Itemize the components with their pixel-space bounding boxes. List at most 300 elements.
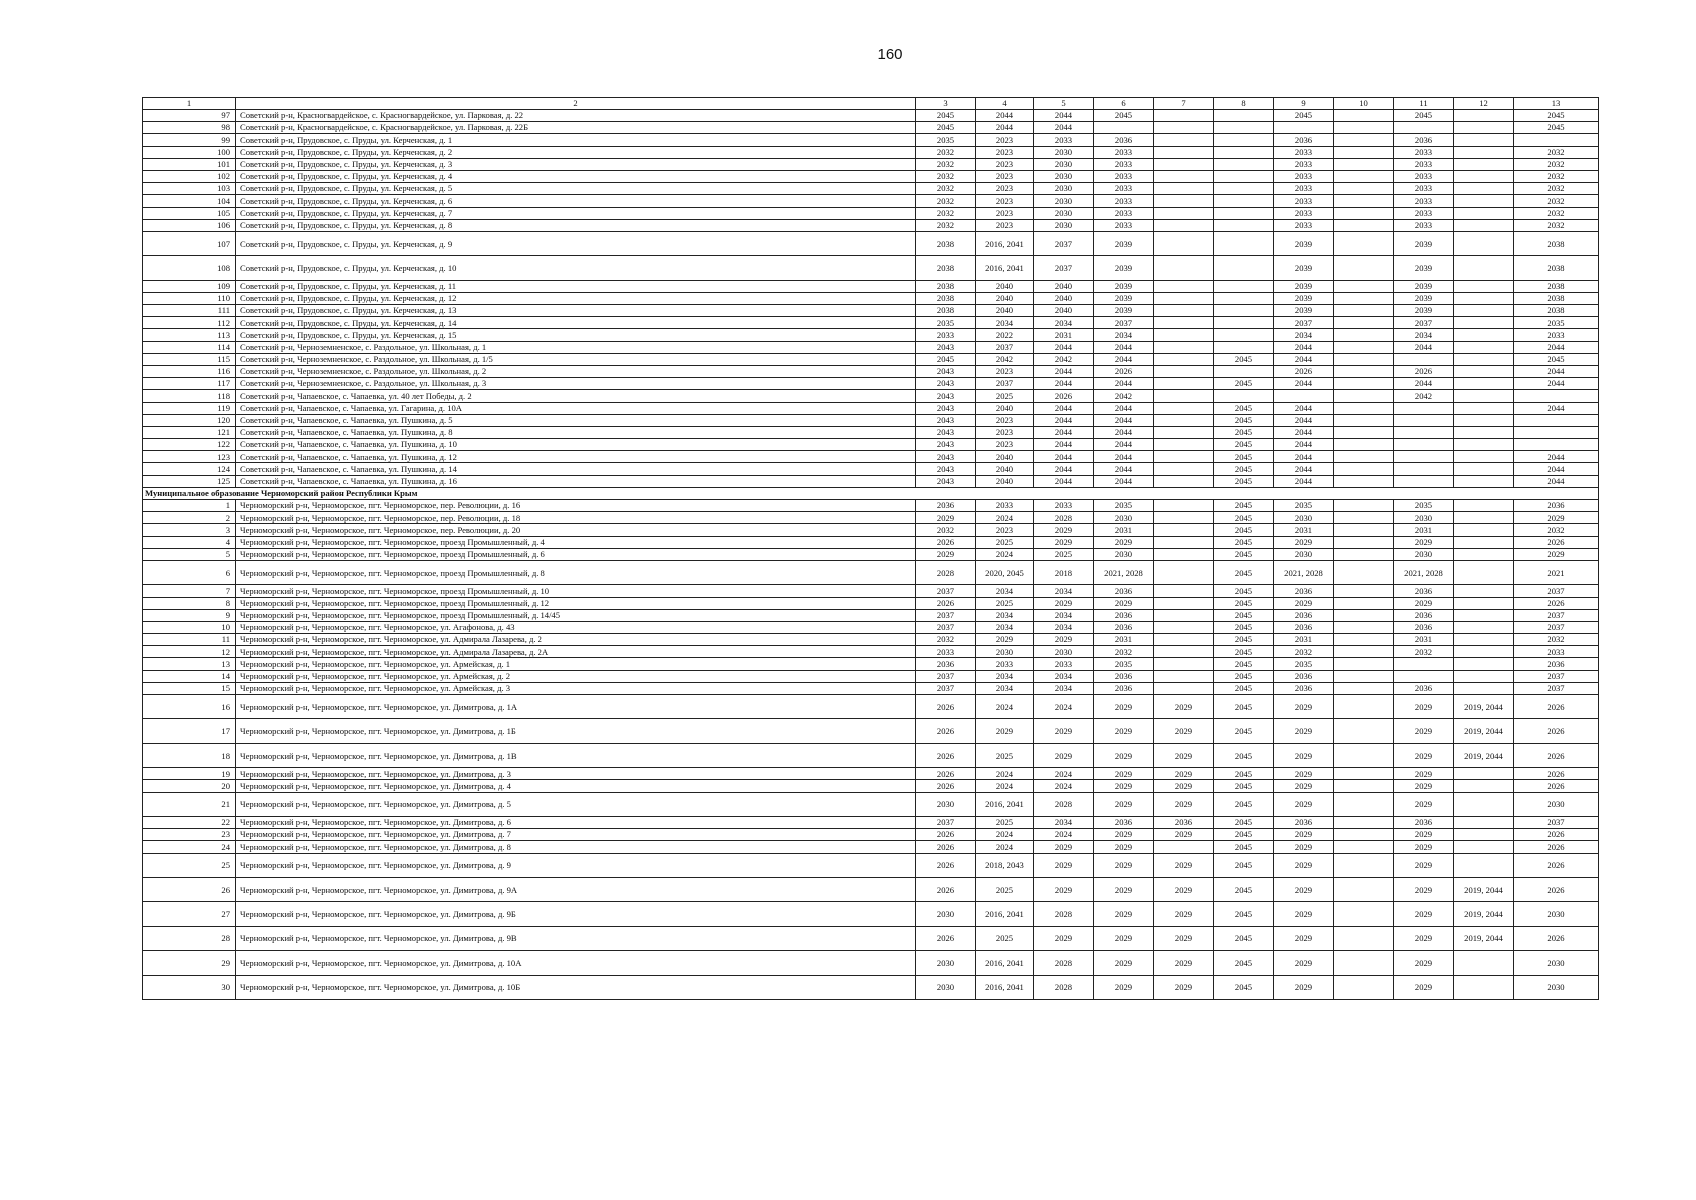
year-cell-10 bbox=[1334, 634, 1394, 646]
year-cell-10 bbox=[1334, 353, 1394, 365]
table-row bbox=[143, 451, 1599, 463]
year-cell-3: 2037 bbox=[916, 621, 976, 633]
row-number: 26 bbox=[143, 877, 236, 901]
year-cell-8: 2045 bbox=[1214, 829, 1274, 841]
row-number: 6 bbox=[143, 560, 236, 584]
year-cell-11 bbox=[1394, 426, 1454, 438]
year-cell-6: 2031 bbox=[1094, 634, 1154, 646]
year-cell-8: 2045 bbox=[1214, 402, 1274, 414]
year-cell-10 bbox=[1334, 414, 1394, 426]
year-cell-9: 2029 bbox=[1274, 536, 1334, 548]
year-cell-7 bbox=[1154, 585, 1214, 597]
year-cell-3: 2045 bbox=[916, 122, 976, 134]
year-cell-7 bbox=[1154, 426, 1214, 438]
year-cell-8: 2045 bbox=[1214, 512, 1274, 524]
row-number: 113 bbox=[143, 329, 236, 341]
row-number: 122 bbox=[143, 439, 236, 451]
year-cell-5: 2024 bbox=[1034, 768, 1094, 780]
table-row bbox=[143, 195, 1599, 207]
year-cell-10 bbox=[1334, 719, 1394, 743]
year-cell-11: 2031 bbox=[1394, 634, 1454, 646]
year-cell-9: 2029 bbox=[1274, 743, 1334, 767]
year-cell-6: 2036 bbox=[1094, 621, 1154, 633]
year-cell-13: 2026 bbox=[1514, 743, 1599, 767]
year-cell-10 bbox=[1334, 877, 1394, 901]
year-cell-3: 2043 bbox=[916, 402, 976, 414]
table-row bbox=[143, 122, 1599, 134]
year-cell-11: 2042 bbox=[1394, 390, 1454, 402]
year-cell-10 bbox=[1334, 536, 1394, 548]
year-cell-8: 2045 bbox=[1214, 609, 1274, 621]
year-cell-5: 2034 bbox=[1034, 816, 1094, 828]
year-cell-5: 2040 bbox=[1034, 305, 1094, 317]
year-cell-12: 2019, 2044 bbox=[1454, 926, 1514, 950]
year-cell-9: 2021, 2028 bbox=[1274, 560, 1334, 584]
year-cell-12 bbox=[1454, 402, 1514, 414]
year-cell-8: 2045 bbox=[1214, 743, 1274, 767]
year-cell-12 bbox=[1454, 560, 1514, 584]
table-row bbox=[143, 658, 1599, 670]
address-cell: Черноморский р-н, Черноморское, пгт. Черноморское, ул. Димитрова, д. 3 bbox=[236, 768, 916, 780]
year-cell-13: 2032 bbox=[1514, 195, 1599, 207]
year-cell-9: 2036 bbox=[1274, 134, 1334, 146]
year-cell-11: 2029 bbox=[1394, 975, 1454, 999]
year-cell-4: 2040 bbox=[976, 305, 1034, 317]
year-cell-3: 2029 bbox=[916, 548, 976, 560]
row-number: 30 bbox=[143, 975, 236, 999]
year-cell-13 bbox=[1514, 439, 1599, 451]
year-cell-10 bbox=[1334, 853, 1394, 877]
year-cell-5: 2037 bbox=[1034, 256, 1094, 280]
column-header: 7 bbox=[1154, 98, 1214, 110]
year-cell-7: 2029 bbox=[1154, 780, 1214, 792]
year-cell-11: 2036 bbox=[1394, 609, 1454, 621]
year-cell-4: 2016, 2041 bbox=[976, 951, 1034, 975]
year-cell-10 bbox=[1334, 682, 1394, 694]
table-row bbox=[143, 609, 1599, 621]
year-cell-8 bbox=[1214, 219, 1274, 231]
year-cell-9: 2029 bbox=[1274, 695, 1334, 719]
table-row bbox=[143, 829, 1599, 841]
year-cell-5: 2044 bbox=[1034, 414, 1094, 426]
year-cell-8: 2045 bbox=[1214, 536, 1274, 548]
year-cell-5: 2028 bbox=[1034, 512, 1094, 524]
year-cell-3: 2030 bbox=[916, 951, 976, 975]
year-cell-11: 2029 bbox=[1394, 902, 1454, 926]
row-number: 15 bbox=[143, 682, 236, 694]
year-cell-13: 2033 bbox=[1514, 329, 1599, 341]
year-cell-11: 2035 bbox=[1394, 500, 1454, 512]
year-cell-4: 2024 bbox=[976, 768, 1034, 780]
year-cell-13: 2036 bbox=[1514, 500, 1599, 512]
year-cell-12 bbox=[1454, 768, 1514, 780]
table-row bbox=[143, 402, 1599, 414]
year-cell-7 bbox=[1154, 353, 1214, 365]
year-cell-3: 2029 bbox=[916, 512, 976, 524]
year-cell-4: 2023 bbox=[976, 219, 1034, 231]
table-row bbox=[143, 475, 1599, 487]
year-cell-3: 2045 bbox=[916, 353, 976, 365]
table-row bbox=[143, 463, 1599, 475]
year-cell-3: 2032 bbox=[916, 634, 976, 646]
row-number: 14 bbox=[143, 670, 236, 682]
year-cell-11: 2029 bbox=[1394, 768, 1454, 780]
address-cell: Черноморский р-н, Черноморское, пгт. Черноморское, ул. Димитрова, д. 9Б bbox=[236, 902, 916, 926]
column-header: 8 bbox=[1214, 98, 1274, 110]
year-cell-6: 2033 bbox=[1094, 207, 1154, 219]
year-cell-12 bbox=[1454, 609, 1514, 621]
year-cell-6: 2029 bbox=[1094, 877, 1154, 901]
year-cell-4: 2016, 2041 bbox=[976, 902, 1034, 926]
year-cell-7 bbox=[1154, 621, 1214, 633]
row-number: 2 bbox=[143, 512, 236, 524]
table-row bbox=[143, 219, 1599, 231]
year-cell-13: 2044 bbox=[1514, 378, 1599, 390]
year-cell-13: 2044 bbox=[1514, 475, 1599, 487]
year-cell-4: 2016, 2041 bbox=[976, 256, 1034, 280]
address-cell: Черноморский р-н, Черноморское, пгт. Черноморское, ул. Димитрова, д. 6 bbox=[236, 816, 916, 828]
year-cell-5: 2033 bbox=[1034, 658, 1094, 670]
year-cell-4: 2024 bbox=[976, 780, 1034, 792]
year-cell-3: 2043 bbox=[916, 414, 976, 426]
year-cell-3: 2038 bbox=[916, 305, 976, 317]
year-cell-12 bbox=[1454, 585, 1514, 597]
year-cell-13: 2032 bbox=[1514, 158, 1599, 170]
year-cell-7 bbox=[1154, 122, 1214, 134]
year-cell-11: 2036 bbox=[1394, 682, 1454, 694]
year-cell-6: 2021, 2028 bbox=[1094, 560, 1154, 584]
table-row bbox=[143, 158, 1599, 170]
year-cell-9: 2026 bbox=[1274, 365, 1334, 377]
year-cell-8: 2045 bbox=[1214, 792, 1274, 816]
row-number: 100 bbox=[143, 146, 236, 158]
year-cell-6: 2029 bbox=[1094, 768, 1154, 780]
year-cell-9: 2033 bbox=[1274, 146, 1334, 158]
year-cell-6: 2039 bbox=[1094, 231, 1154, 255]
year-cell-12 bbox=[1454, 341, 1514, 353]
table-row bbox=[143, 853, 1599, 877]
year-cell-10 bbox=[1334, 743, 1394, 767]
year-cell-7 bbox=[1154, 329, 1214, 341]
year-cell-9: 2044 bbox=[1274, 414, 1334, 426]
year-cell-12 bbox=[1454, 816, 1514, 828]
year-cell-5: 2029 bbox=[1034, 841, 1094, 853]
year-cell-13: 2026 bbox=[1514, 926, 1599, 950]
year-cell-11: 2029 bbox=[1394, 877, 1454, 901]
year-cell-7 bbox=[1154, 560, 1214, 584]
column-header: 13 bbox=[1514, 98, 1599, 110]
year-cell-4: 2025 bbox=[976, 390, 1034, 402]
year-cell-8: 2045 bbox=[1214, 621, 1274, 633]
year-cell-4: 2042 bbox=[976, 353, 1034, 365]
year-cell-6: 2030 bbox=[1094, 548, 1154, 560]
year-cell-13: 2037 bbox=[1514, 621, 1599, 633]
year-cell-5: 2034 bbox=[1034, 682, 1094, 694]
year-cell-12 bbox=[1454, 305, 1514, 317]
year-cell-7: 2036 bbox=[1154, 816, 1214, 828]
year-cell-12: 2019, 2044 bbox=[1454, 902, 1514, 926]
year-cell-9: 2029 bbox=[1274, 877, 1334, 901]
year-cell-11: 2033 bbox=[1394, 170, 1454, 182]
year-cell-12 bbox=[1454, 975, 1514, 999]
address-cell: Советский р-н, Чапаевское, с. Чапаевка, ул. Пушкина, д. 16 bbox=[236, 475, 916, 487]
year-cell-4: 2024 bbox=[976, 548, 1034, 560]
row-number: 8 bbox=[143, 597, 236, 609]
year-cell-8 bbox=[1214, 195, 1274, 207]
year-cell-7 bbox=[1154, 841, 1214, 853]
year-cell-9: 2033 bbox=[1274, 170, 1334, 182]
year-cell-9: 2029 bbox=[1274, 853, 1334, 877]
year-cell-3: 2043 bbox=[916, 365, 976, 377]
column-header-row bbox=[143, 98, 1599, 110]
table-row bbox=[143, 816, 1599, 828]
year-cell-9: 2036 bbox=[1274, 682, 1334, 694]
year-cell-10 bbox=[1334, 524, 1394, 536]
year-cell-3: 2032 bbox=[916, 207, 976, 219]
year-cell-10 bbox=[1334, 841, 1394, 853]
address-cell: Черноморский р-н, Черноморское, пгт. Черноморское, ул. Димитрова, д. 5 bbox=[236, 792, 916, 816]
address-cell: Черноморский р-н, Черноморское, пгт. Черноморское, ул. Агафонова, д. 43 bbox=[236, 621, 916, 633]
year-cell-3: 2033 bbox=[916, 329, 976, 341]
year-cell-7 bbox=[1154, 183, 1214, 195]
year-cell-9: 2045 bbox=[1274, 110, 1334, 122]
year-cell-10 bbox=[1334, 256, 1394, 280]
year-cell-7 bbox=[1154, 158, 1214, 170]
year-cell-11: 2045 bbox=[1394, 110, 1454, 122]
address-cell: Советский р-н, Красногвардейское, с. Красногвардейское, ул. Парковая, д. 22Б bbox=[236, 122, 916, 134]
table-row bbox=[143, 670, 1599, 682]
year-cell-7 bbox=[1154, 256, 1214, 280]
year-cell-10 bbox=[1334, 670, 1394, 682]
row-number: 19 bbox=[143, 768, 236, 780]
year-cell-11: 2033 bbox=[1394, 207, 1454, 219]
address-cell: Советский р-н, Прудовское, с. Пруды, ул. Керченская, д. 13 bbox=[236, 305, 916, 317]
year-cell-4: 2044 bbox=[976, 110, 1034, 122]
year-cell-10 bbox=[1334, 500, 1394, 512]
address-cell: Советский р-н, Прудовское, с. Пруды, ул. Керченская, д. 5 bbox=[236, 183, 916, 195]
year-cell-8: 2045 bbox=[1214, 975, 1274, 999]
year-cell-8: 2045 bbox=[1214, 524, 1274, 536]
year-cell-9: 2036 bbox=[1274, 585, 1334, 597]
column-header: 10 bbox=[1334, 98, 1394, 110]
address-cell: Черноморский р-н, Черноморское, пгт. Черноморское, ул. Димитрова, д. 1В bbox=[236, 743, 916, 767]
year-cell-13: 2045 bbox=[1514, 122, 1599, 134]
row-number: 106 bbox=[143, 219, 236, 231]
table-row bbox=[143, 256, 1599, 280]
year-cell-11: 2029 bbox=[1394, 743, 1454, 767]
table-row bbox=[143, 426, 1599, 438]
year-cell-5: 2024 bbox=[1034, 829, 1094, 841]
row-number: 112 bbox=[143, 317, 236, 329]
row-number: 102 bbox=[143, 170, 236, 182]
year-cell-12 bbox=[1454, 353, 1514, 365]
year-cell-8 bbox=[1214, 134, 1274, 146]
year-cell-8: 2045 bbox=[1214, 500, 1274, 512]
year-cell-8 bbox=[1214, 158, 1274, 170]
year-cell-8 bbox=[1214, 207, 1274, 219]
table-row bbox=[143, 597, 1599, 609]
table-row bbox=[143, 792, 1599, 816]
year-cell-6: 2029 bbox=[1094, 695, 1154, 719]
year-cell-7 bbox=[1154, 378, 1214, 390]
address-cell: Черноморский р-н, Черноморское, пгт. Черноморское, проезд Промышленный, д. 4 bbox=[236, 536, 916, 548]
year-cell-9: 2029 bbox=[1274, 768, 1334, 780]
year-cell-12 bbox=[1454, 292, 1514, 304]
year-cell-12: 2019, 2044 bbox=[1454, 743, 1514, 767]
row-number: 27 bbox=[143, 902, 236, 926]
row-number: 121 bbox=[143, 426, 236, 438]
year-cell-9: 2031 bbox=[1274, 524, 1334, 536]
year-cell-11 bbox=[1394, 670, 1454, 682]
year-cell-4: 2024 bbox=[976, 695, 1034, 719]
year-cell-13: 2038 bbox=[1514, 231, 1599, 255]
year-cell-5: 2040 bbox=[1034, 280, 1094, 292]
year-cell-8: 2045 bbox=[1214, 439, 1274, 451]
year-cell-6: 2044 bbox=[1094, 414, 1154, 426]
year-cell-5: 2034 bbox=[1034, 609, 1094, 621]
year-cell-8: 2045 bbox=[1214, 682, 1274, 694]
year-cell-5: 2028 bbox=[1034, 902, 1094, 926]
year-cell-8 bbox=[1214, 292, 1274, 304]
table-row bbox=[143, 183, 1599, 195]
year-cell-4: 2020, 2045 bbox=[976, 560, 1034, 584]
year-cell-4: 2024 bbox=[976, 829, 1034, 841]
year-cell-6: 2029 bbox=[1094, 926, 1154, 950]
year-cell-11: 2029 bbox=[1394, 780, 1454, 792]
year-cell-11 bbox=[1394, 122, 1454, 134]
year-cell-12 bbox=[1454, 646, 1514, 658]
year-cell-13: 2026 bbox=[1514, 597, 1599, 609]
year-cell-6: 2029 bbox=[1094, 829, 1154, 841]
year-cell-3: 2026 bbox=[916, 877, 976, 901]
column-header: 12 bbox=[1454, 98, 1514, 110]
year-cell-9: 2044 bbox=[1274, 402, 1334, 414]
row-number: 12 bbox=[143, 646, 236, 658]
address-cell: Черноморский р-н, Черноморское, пгт. Черноморское, проезд Промышленный, д. 10 bbox=[236, 585, 916, 597]
year-cell-9: 2044 bbox=[1274, 353, 1334, 365]
year-cell-4: 2023 bbox=[976, 146, 1034, 158]
year-cell-6: 2036 bbox=[1094, 609, 1154, 621]
year-cell-7 bbox=[1154, 341, 1214, 353]
year-cell-3: 2038 bbox=[916, 256, 976, 280]
year-cell-3: 2032 bbox=[916, 170, 976, 182]
year-cell-7: 2029 bbox=[1154, 926, 1214, 950]
year-cell-6: 2034 bbox=[1094, 329, 1154, 341]
year-cell-12 bbox=[1454, 414, 1514, 426]
year-cell-9: 2036 bbox=[1274, 670, 1334, 682]
year-cell-12 bbox=[1454, 158, 1514, 170]
year-cell-8: 2045 bbox=[1214, 475, 1274, 487]
year-cell-11 bbox=[1394, 475, 1454, 487]
year-cell-6 bbox=[1094, 122, 1154, 134]
address-cell: Советский р-н, Черноземненское, с. Раздольное, ул. Школьная, д. 2 bbox=[236, 365, 916, 377]
year-cell-6: 2039 bbox=[1094, 280, 1154, 292]
year-cell-4: 2034 bbox=[976, 670, 1034, 682]
year-cell-11: 2037 bbox=[1394, 317, 1454, 329]
year-cell-5: 2029 bbox=[1034, 743, 1094, 767]
year-cell-10 bbox=[1334, 475, 1394, 487]
year-cell-6: 2029 bbox=[1094, 536, 1154, 548]
row-number: 101 bbox=[143, 158, 236, 170]
year-cell-3: 2026 bbox=[916, 719, 976, 743]
year-cell-4: 2023 bbox=[976, 158, 1034, 170]
year-cell-6: 2044 bbox=[1094, 426, 1154, 438]
column-header: 3 bbox=[916, 98, 976, 110]
year-cell-4: 2025 bbox=[976, 536, 1034, 548]
year-cell-11 bbox=[1394, 402, 1454, 414]
address-cell: Советский р-н, Черноземненское, с. Раздольное, ул. Школьная, д. 1/5 bbox=[236, 353, 916, 365]
year-cell-5: 2044 bbox=[1034, 110, 1094, 122]
table-row bbox=[143, 548, 1599, 560]
year-cell-5: 2044 bbox=[1034, 341, 1094, 353]
year-cell-13: 2037 bbox=[1514, 816, 1599, 828]
year-cell-13: 2044 bbox=[1514, 365, 1599, 377]
address-cell: Советский р-н, Прудовское, с. Пруды, ул. Керченская, д. 8 bbox=[236, 219, 916, 231]
year-cell-9: 2039 bbox=[1274, 256, 1334, 280]
row-number: 97 bbox=[143, 110, 236, 122]
year-cell-7 bbox=[1154, 670, 1214, 682]
year-cell-6: 2033 bbox=[1094, 146, 1154, 158]
year-cell-11 bbox=[1394, 463, 1454, 475]
year-cell-9: 2030 bbox=[1274, 548, 1334, 560]
year-cell-10 bbox=[1334, 110, 1394, 122]
year-cell-8: 2045 bbox=[1214, 597, 1274, 609]
year-cell-13: 2045 bbox=[1514, 353, 1599, 365]
address-cell: Советский р-н, Прудовское, с. Пруды, ул. Керченская, д. 4 bbox=[236, 170, 916, 182]
year-cell-5: 2025 bbox=[1034, 548, 1094, 560]
year-cell-13: 2033 bbox=[1514, 646, 1599, 658]
year-cell-4: 2034 bbox=[976, 609, 1034, 621]
year-cell-4: 2030 bbox=[976, 646, 1034, 658]
table-row bbox=[143, 621, 1599, 633]
year-cell-4: 2033 bbox=[976, 658, 1034, 670]
year-cell-13: 2032 bbox=[1514, 634, 1599, 646]
year-cell-8 bbox=[1214, 317, 1274, 329]
address-cell: Советский р-н, Чапаевское, с. Чапаевка, ул. Гагарина, д. 10А bbox=[236, 402, 916, 414]
year-cell-6: 2044 bbox=[1094, 353, 1154, 365]
year-cell-8 bbox=[1214, 231, 1274, 255]
year-cell-7 bbox=[1154, 609, 1214, 621]
data-table bbox=[142, 97, 1599, 1000]
year-cell-5: 2044 bbox=[1034, 365, 1094, 377]
year-cell-5: 2029 bbox=[1034, 877, 1094, 901]
year-cell-11: 2029 bbox=[1394, 829, 1454, 841]
row-number: 116 bbox=[143, 365, 236, 377]
year-cell-12: 2019, 2044 bbox=[1454, 877, 1514, 901]
year-cell-6: 2033 bbox=[1094, 170, 1154, 182]
year-cell-13 bbox=[1514, 390, 1599, 402]
year-cell-9 bbox=[1274, 390, 1334, 402]
year-cell-12 bbox=[1454, 463, 1514, 475]
year-cell-11: 2036 bbox=[1394, 585, 1454, 597]
year-cell-6: 2033 bbox=[1094, 195, 1154, 207]
year-cell-5: 2040 bbox=[1034, 292, 1094, 304]
row-number: 115 bbox=[143, 353, 236, 365]
year-cell-6: 2033 bbox=[1094, 158, 1154, 170]
year-cell-10 bbox=[1334, 792, 1394, 816]
year-cell-8: 2045 bbox=[1214, 463, 1274, 475]
year-cell-10 bbox=[1334, 780, 1394, 792]
table-row bbox=[143, 536, 1599, 548]
address-cell: Советский р-н, Чапаевское, с. Чапаевка, ул. Пушкина, д. 12 bbox=[236, 451, 916, 463]
table-row bbox=[143, 682, 1599, 694]
year-cell-10 bbox=[1334, 621, 1394, 633]
year-cell-12 bbox=[1454, 951, 1514, 975]
year-cell-4: 2018, 2043 bbox=[976, 853, 1034, 877]
address-cell: Черноморский р-н, Черноморское, пгт. Черноморское, ул. Димитрова, д. 10Б bbox=[236, 975, 916, 999]
year-cell-8 bbox=[1214, 390, 1274, 402]
row-number: 13 bbox=[143, 658, 236, 670]
